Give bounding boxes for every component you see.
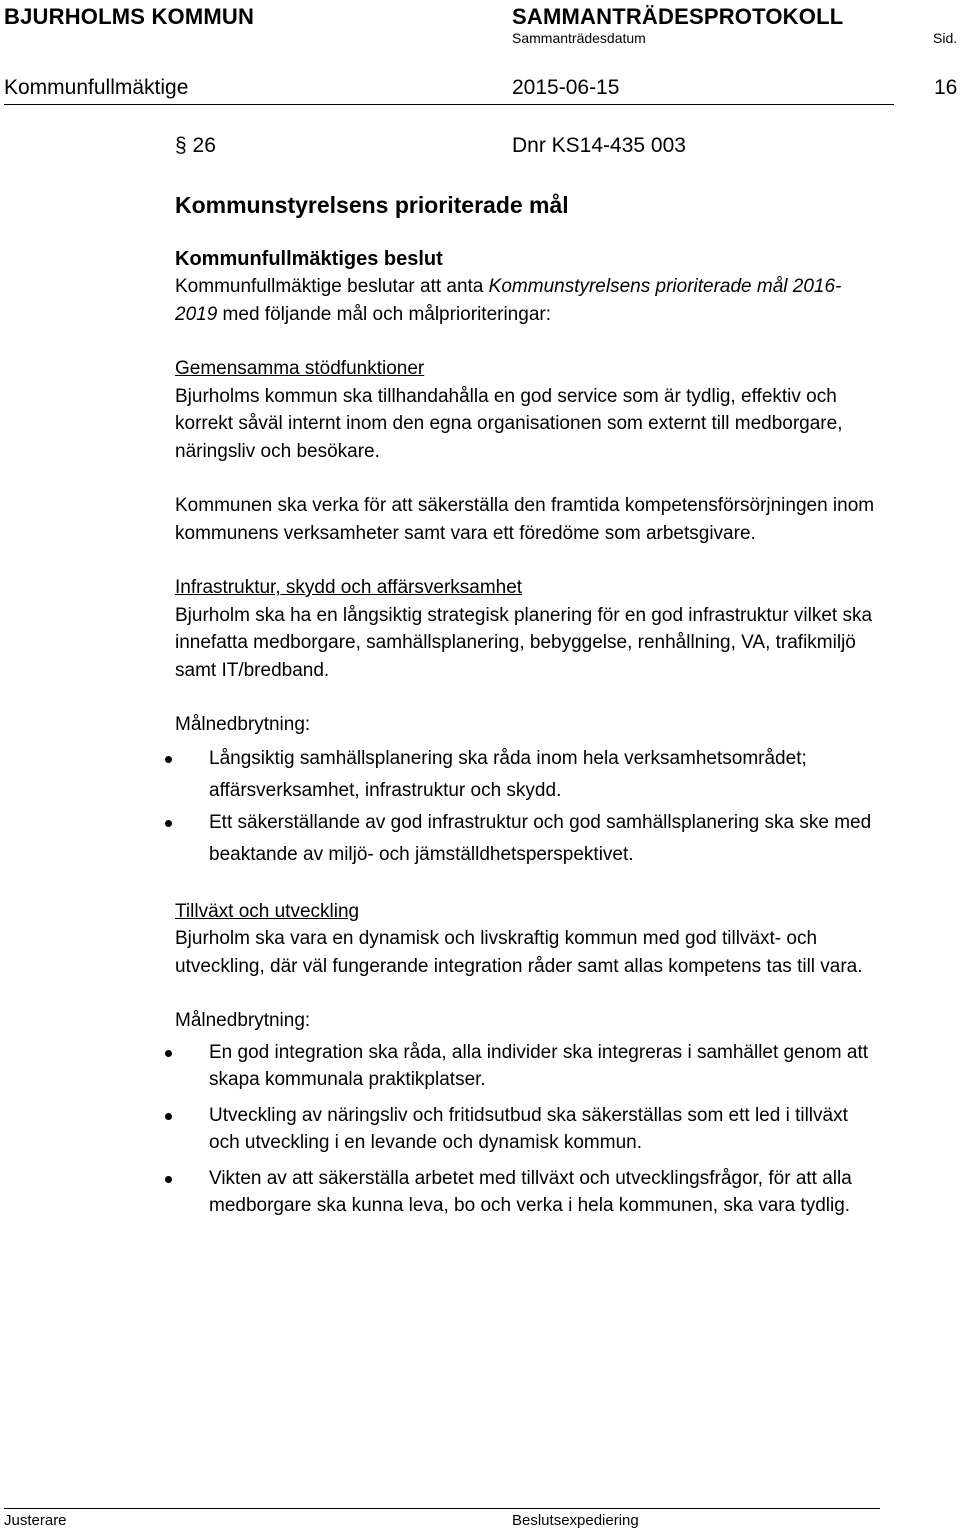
section-heading-tillvaxt: Tillväxt och utveckling bbox=[175, 900, 360, 922]
meeting-body: Kommunfullmäktige bbox=[4, 76, 189, 99]
page-number: 16 bbox=[934, 76, 958, 99]
page-label: Sid. bbox=[933, 30, 958, 46]
case-number: Dnr KS14-435 003 bbox=[512, 134, 686, 157]
signers-label: Justerare bbox=[4, 1512, 67, 1529]
list-item: Långsiktig samhällsplanering ska råda inom hela verksamhetsområdet; affärsverksamhet, infrastruktur och skydd. bbox=[175, 743, 875, 807]
meeting-date: 2015-06-15 bbox=[512, 76, 620, 99]
header-divider bbox=[4, 104, 894, 105]
footer-divider bbox=[4, 1508, 880, 1509]
dispatch-label: Beslutsexpediering bbox=[512, 1512, 639, 1529]
decision-text-start: Kommunfullmäktige beslutar att anta bbox=[175, 276, 489, 297]
breakdown-label-infrastruktur: Målnedbrytning: bbox=[175, 714, 311, 735]
list-item: Ett säkerställande av god infrastruktur och god samhällsplanering ska ske med beaktande av miljö- och jämställdhetsperspektivet. bbox=[175, 807, 875, 871]
section-heading-infrastruktur: Infrastruktur, skydd och affärsverksamhet bbox=[175, 577, 523, 598]
section-text-tillvaxt: Bjurholm ska vara en dynamisk och livskraftig kommun med god tillväxt- och utveckling, där väl fungerande integration råder samt allas kompetens tas till vara. bbox=[175, 928, 863, 977]
decision-text bbox=[175, 273, 875, 328]
breakdown-label-tillvaxt: Målnedbrytning: bbox=[175, 1010, 311, 1031]
meeting-date-label: Sammanträdesdatum bbox=[512, 30, 646, 46]
bullet-list-infrastruktur bbox=[175, 743, 875, 871]
organization-name: BJURHOLMS KOMMUN bbox=[4, 4, 255, 29]
document-body bbox=[175, 190, 875, 1247]
decision-heading: Kommunfullmäktiges beslut bbox=[175, 248, 443, 270]
section-text-gemensamma-1: Bjurholms kommun ska tillhandahålla en god service som är tydlig, effektiv och korrekt såväl internt inom den egna organisationen som externt till medborgare, näringsliv och besökare. bbox=[175, 385, 843, 462]
section-text-infrastruktur: Bjurholm ska ha en långsiktig strategisk planering för en god infrastruktur vilket ska innefatta medborgare, samhällsplanering, bebyggelse, renhållning, VA, trafikmiljö samt IT/bredband. bbox=[175, 604, 873, 681]
paragraph-number: § 26 bbox=[175, 134, 216, 157]
decision-text-end: med följande mål och målprioriteringar: bbox=[217, 303, 551, 325]
bullet-list-tillvaxt bbox=[175, 1039, 875, 1220]
list-item: En god integration ska råda, alla individer ska integreras i samhället genom att skapa kommunala praktikplatser. bbox=[175, 1039, 875, 1094]
section-text-gemensamma-2: Kommunen ska verka för att säkerställa den framtida kompetensförsörjningen inom kommunens verksamheter samt vara ett föredöme som arbetsgivare. bbox=[175, 495, 875, 544]
decision-document-title: Kommunstyrelsens prioriterade mål 2016-2019 bbox=[175, 276, 842, 325]
section-heading-gemensamma: Gemensamma stödfunktioner bbox=[175, 358, 425, 379]
item-title: Kommunstyrelsens prioriterade mål bbox=[175, 192, 569, 218]
list-item: Vikten av att säkerställa arbetet med tillväxt och utvecklingsfrågor, för att alla medborgare ska kunna leva, bo och verka i hela kommunen, ska vara tydlig. bbox=[175, 1165, 875, 1220]
list-item: Utveckling av näringsliv och fritidsutbud ska säkerställas som ett led i tillväxt och utveckling i en levande och dynamisk kommun. bbox=[175, 1102, 875, 1157]
protocol-title: SAMMANTRÄDESPROTOKOLL bbox=[512, 4, 844, 29]
